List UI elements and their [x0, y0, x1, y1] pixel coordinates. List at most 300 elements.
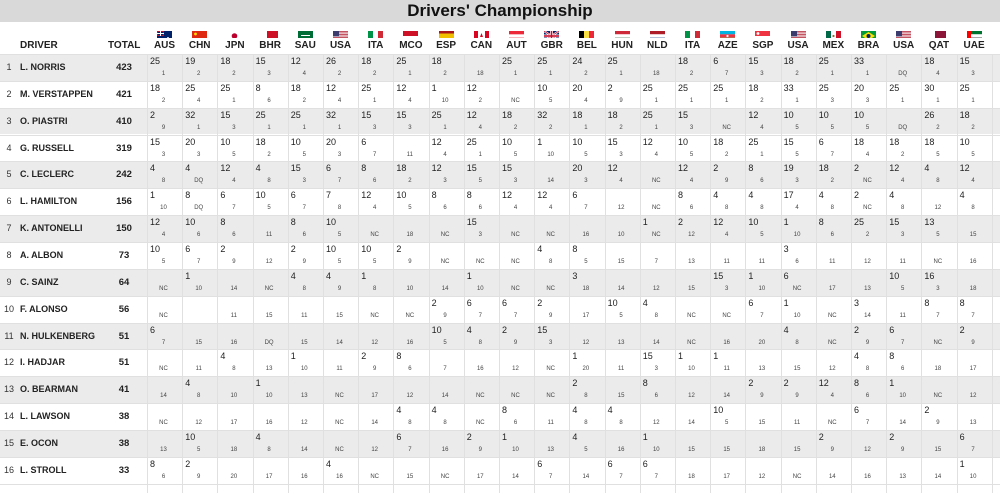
race-finish: 5: [619, 312, 623, 319]
driver-position: 10: [3, 303, 14, 314]
race-finish: NC: [511, 232, 520, 239]
race-points: 10: [854, 109, 865, 120]
column-divider: [992, 54, 993, 493]
race-points: 10: [537, 82, 548, 93]
race-points: 8: [572, 243, 578, 254]
race-finish: 10: [652, 446, 660, 453]
race-finish: NC: [546, 285, 556, 292]
race-finish: 11: [230, 312, 237, 319]
race-finish: 9: [760, 393, 764, 400]
us-flag: [791, 28, 806, 38]
driver-position: 11: [4, 330, 14, 341]
race-points: 6: [396, 431, 402, 442]
race-points: 25: [748, 136, 759, 147]
driver-position: 14: [3, 411, 14, 422]
race-finish: 8: [302, 285, 306, 292]
race-points: 18: [783, 56, 794, 66]
race-finish: 7: [197, 258, 201, 265]
race-points: 6: [150, 324, 156, 335]
race-points: 8: [150, 458, 156, 469]
race-finish: 8: [267, 446, 271, 453]
race-finish: 12: [512, 366, 519, 373]
race-finish: 14: [617, 285, 625, 292]
column-divider: [640, 54, 641, 493]
race-finish: 7: [408, 446, 412, 453]
driver-name: E. OCON: [20, 437, 59, 448]
race-finish: NC: [405, 312, 415, 319]
race-finish: 2: [267, 151, 271, 158]
race-finish: 4: [936, 71, 940, 77]
race-finish: 9: [408, 258, 412, 265]
race-points: 15: [783, 136, 794, 147]
row-divider: [0, 242, 1000, 243]
race-finish: 20: [230, 473, 238, 480]
au-flag: [157, 28, 172, 38]
race-finish: 14: [864, 312, 871, 319]
race-finish: 2: [478, 97, 482, 104]
race-points: 2: [361, 351, 367, 362]
race-points: 1: [642, 431, 648, 442]
race-finish: 15: [265, 312, 273, 319]
race-finish: 3: [689, 124, 694, 131]
race-finish: 18: [934, 366, 942, 373]
race-points: 25: [713, 82, 724, 93]
race-points: 26: [326, 56, 337, 66]
column-divider: [534, 54, 535, 493]
driver-total: 150: [116, 223, 132, 235]
race-points: 8: [220, 217, 226, 228]
race-points: 10: [678, 136, 689, 147]
race-points: 15: [889, 217, 900, 228]
race-points: 15: [220, 109, 231, 120]
race-points: 15: [607, 136, 618, 147]
race-points: 25: [854, 217, 865, 228]
standings-table: [0, 25, 1000, 493]
race-finish: 7: [760, 312, 764, 319]
mx-flag: [826, 28, 841, 38]
race-finish: 8: [865, 366, 870, 373]
race-finish: 10: [758, 285, 766, 292]
race-points: 6: [290, 190, 296, 201]
race-points: 16: [924, 270, 935, 281]
race-finish: 2: [901, 151, 905, 158]
race-finish: 7: [478, 312, 482, 319]
race-points: 18: [607, 109, 618, 120]
race-finish: 1: [549, 71, 553, 77]
race-points: 18: [572, 109, 583, 120]
race-points: 1: [537, 136, 543, 147]
race-finish: 14: [441, 285, 449, 292]
race-points: 20: [326, 136, 337, 147]
column-divider: [393, 54, 394, 493]
race-points: 4: [818, 190, 824, 201]
race-points: 25: [150, 56, 161, 66]
race-points: 6: [572, 190, 578, 201]
race-finish: 1: [232, 97, 236, 104]
driver-total: 73: [118, 249, 130, 261]
race-finish: 10: [793, 312, 801, 319]
es-flag: [439, 28, 454, 38]
race-finish: 3: [725, 285, 729, 292]
race-finish: 5: [549, 97, 553, 104]
race-code: USA: [329, 40, 352, 51]
driver-total: 56: [118, 303, 130, 315]
race-finish: 1: [654, 124, 658, 131]
race-finish: 8: [549, 258, 553, 265]
race-finish: 2: [619, 124, 623, 131]
race-finish: 13: [617, 339, 625, 346]
race-finish: 12: [265, 258, 273, 265]
race-finish: 8: [936, 178, 940, 185]
race-points: 25: [431, 109, 442, 120]
race-points: 10: [959, 136, 970, 147]
race-points: 2: [220, 243, 226, 254]
race-points: 12: [748, 109, 759, 120]
race-finish: 15: [934, 446, 942, 453]
race-points: 18: [924, 56, 935, 66]
race-points: 10: [431, 324, 442, 335]
race-points: 30: [924, 82, 935, 93]
race-points: 15: [150, 136, 161, 147]
row-divider: [0, 457, 1000, 458]
race-finish: 7: [232, 205, 236, 212]
hu-flag: [615, 28, 630, 38]
race-points: 18: [255, 136, 266, 147]
ca-flag: [474, 28, 489, 38]
race-points: 4: [889, 190, 895, 201]
race-finish: 2: [513, 124, 518, 131]
race-finish: 5: [337, 258, 342, 265]
race-finish: 5: [197, 446, 201, 453]
race-finish: 2: [443, 71, 447, 77]
column-divider: [429, 54, 430, 493]
race-finish: 5: [936, 232, 940, 239]
race-finish: 6: [689, 205, 694, 212]
race-finish: 16: [582, 232, 590, 239]
race-finish: 9: [513, 339, 518, 346]
race-finish: 15: [617, 258, 625, 265]
race-finish: 15: [793, 446, 801, 453]
race-finish: 5: [443, 339, 447, 346]
column-divider: [675, 54, 676, 493]
race-points: 1: [678, 351, 684, 362]
race-points: 1: [255, 378, 261, 389]
race-points: 2: [748, 378, 754, 389]
race-finish: 15: [969, 232, 977, 239]
race-finish: NC: [687, 339, 696, 346]
race-points: 4: [326, 270, 332, 281]
driver-name: L. HAMILTON: [20, 196, 78, 207]
br-flag: [861, 28, 876, 38]
driver-total: 319: [116, 142, 132, 154]
race-finish: 6: [161, 473, 166, 480]
race-points: 25: [642, 109, 653, 120]
race-finish: NC: [335, 420, 344, 427]
race-points: 18: [713, 136, 724, 147]
race-finish: 11: [617, 366, 625, 373]
race-finish: 11: [301, 312, 308, 319]
race-finish: 16: [476, 366, 484, 373]
row-divider: [0, 215, 1000, 216]
race-finish: 15: [406, 473, 414, 480]
race-finish: 6: [443, 205, 447, 212]
race-code: GBR: [540, 40, 563, 51]
race-finish: 10: [195, 285, 203, 292]
race-finish: 10: [160, 205, 167, 212]
race-finish: 5: [936, 151, 940, 158]
race-finish: 8: [408, 420, 412, 427]
race-points: 1: [642, 217, 648, 228]
race-points: 12: [396, 82, 407, 93]
race-points: 2: [818, 431, 824, 442]
race-finish: 9: [302, 258, 306, 265]
race-finish: 4: [901, 178, 905, 185]
race-finish: 15: [793, 366, 801, 373]
column-divider: [288, 54, 289, 493]
race-finish: 14: [652, 339, 660, 346]
race-finish: 13: [864, 285, 871, 292]
race-finish: NC: [933, 258, 943, 265]
race-finish: 8: [373, 285, 377, 292]
race-points: 2: [537, 297, 543, 308]
race-finish: 12: [582, 339, 590, 346]
race-points: 15: [537, 324, 548, 335]
race-points: 19: [185, 56, 196, 66]
race-finish: NC: [792, 285, 802, 292]
race-finish: 18: [230, 446, 238, 453]
race-finish: 16: [969, 258, 977, 265]
race-finish: NC: [264, 285, 274, 292]
race-finish: 16: [336, 473, 343, 480]
race-points: 4: [783, 324, 789, 335]
race-finish: 11: [723, 258, 730, 265]
race-finish: 16: [723, 339, 731, 346]
driver-name: F. ALONSO: [20, 303, 68, 314]
race-points: 10: [396, 190, 407, 201]
column-divider: [816, 54, 817, 493]
race-finish: 3: [337, 151, 342, 158]
race-points: 2: [713, 163, 719, 174]
race-code: AZE: [717, 40, 738, 51]
race-finish: 8: [337, 205, 342, 212]
race-finish: 7: [971, 446, 975, 453]
driver-name: N. HULKENBERG: [20, 330, 96, 341]
race-finish: 8: [584, 393, 588, 400]
race-finish: 6: [760, 178, 764, 185]
race-finish: 15: [336, 312, 343, 319]
race-points: 18: [924, 136, 935, 147]
driver-position: 7: [6, 223, 12, 234]
race-points: 6: [361, 136, 367, 147]
driver-total: 156: [116, 196, 132, 208]
race-finish: 4: [619, 178, 623, 185]
race-finish: 12: [652, 420, 660, 427]
race-finish: 8: [725, 205, 729, 212]
at-flag: [509, 28, 524, 38]
driver-name: K. ANTONELLI: [20, 223, 83, 234]
race-finish: 10: [969, 473, 977, 480]
race-finish: 5: [584, 258, 588, 265]
race-finish: 18: [476, 71, 484, 77]
race-points: 2: [185, 458, 191, 469]
race-finish: 10: [512, 446, 519, 453]
race-points: 2: [783, 378, 789, 389]
race-points: 10: [748, 217, 759, 228]
race-finish: 17: [828, 285, 836, 292]
driver-position: 8: [6, 249, 12, 260]
race-points: 1: [783, 297, 789, 308]
race-finish: 13: [160, 446, 167, 453]
race-finish: 4: [161, 232, 166, 239]
race-finish: 17: [265, 473, 273, 480]
race-finish: 10: [300, 366, 308, 373]
race-finish: 13: [969, 420, 977, 427]
race-finish: 3: [197, 151, 201, 158]
race-finish: NC: [933, 393, 943, 400]
race-finish: 6: [408, 366, 412, 373]
race-points: 8: [431, 190, 437, 201]
driver-position: 12: [3, 357, 14, 368]
race-finish: 5: [373, 258, 377, 265]
race-finish: 2: [373, 71, 377, 77]
race-finish: 5: [408, 205, 412, 212]
race-points: 15: [466, 217, 477, 228]
race-finish: 9: [619, 97, 623, 104]
race-finish: 4: [408, 97, 412, 104]
race-finish: NC: [511, 285, 520, 292]
race-finish: 5: [302, 151, 306, 158]
race-finish: 3: [408, 124, 412, 131]
race-points: 18: [748, 82, 759, 93]
race-finish: NC: [159, 312, 168, 319]
race-points: 1: [748, 270, 754, 281]
race-finish: 9: [478, 446, 482, 453]
race-points: 2: [572, 378, 578, 389]
race-points: 12: [466, 109, 477, 120]
race-points: 10: [818, 109, 829, 120]
race-points: 32: [185, 109, 196, 120]
race-finish: 12: [828, 366, 836, 373]
race-points: 10: [783, 109, 794, 120]
race-finish: 15: [723, 446, 731, 453]
race-finish: NC: [511, 258, 520, 265]
race-points: 25: [290, 109, 301, 120]
race-finish: 11: [829, 258, 836, 265]
race-points: 6: [783, 270, 789, 281]
race-points: 2: [678, 217, 684, 228]
race-points: 10: [572, 136, 583, 147]
race-finish: 5: [513, 151, 518, 158]
race-finish: DQ: [194, 178, 204, 185]
race-code: USA: [893, 40, 915, 51]
race-points: 12: [818, 378, 829, 389]
race-finish: 2: [549, 124, 553, 131]
driver-position: 6: [6, 196, 12, 207]
race-finish: 9: [443, 312, 447, 319]
race-points: 1: [361, 270, 367, 281]
race-finish: 3: [513, 178, 518, 185]
race-points: 10: [502, 136, 513, 147]
race-points: 18: [361, 56, 372, 66]
race-points: 2: [854, 324, 860, 335]
driver-total: 33: [118, 464, 130, 476]
race-points: 1: [572, 351, 578, 362]
race-finish: 3: [302, 178, 306, 185]
race-finish: 2: [302, 97, 306, 104]
driver-position: 15: [3, 437, 14, 448]
race-points: 12: [959, 163, 970, 174]
race-points: 6: [185, 243, 191, 254]
race-points: 6: [642, 458, 648, 469]
race-finish: 7: [373, 151, 377, 158]
race-finish: 12: [864, 446, 871, 453]
race-points: 8: [396, 351, 402, 362]
race-points: 15: [678, 109, 689, 120]
driver-name: L. NORRIS: [20, 62, 66, 72]
driver-name: M. VERSTAPPEN: [20, 88, 93, 99]
race-points: 18: [290, 82, 301, 93]
race-finish: 14: [300, 446, 308, 453]
race-finish: 1: [971, 97, 975, 104]
race-points: 15: [502, 163, 513, 174]
race-finish: NC: [475, 420, 485, 427]
race-finish: 15: [688, 285, 695, 292]
race-finish: 4: [443, 151, 447, 158]
race-points: 15: [748, 56, 759, 66]
driver-position: 16: [3, 464, 14, 475]
race-finish: 18: [688, 473, 695, 480]
race-finish: 7: [302, 205, 306, 212]
race-code: BHR: [259, 40, 281, 51]
race-finish: NC: [511, 97, 520, 104]
race-finish: 5: [584, 151, 588, 158]
sa-flag: [298, 28, 313, 38]
race-points: 8: [255, 82, 261, 93]
driver-name: C. LECLERC: [20, 169, 74, 180]
race-finish: 5: [584, 446, 588, 453]
race-finish: 6: [901, 366, 905, 373]
race-finish: 5: [830, 124, 834, 131]
race-finish: 11: [758, 258, 765, 265]
race-points: 10: [326, 217, 337, 228]
race-points: 25: [220, 82, 231, 93]
race-finish: 3: [267, 71, 271, 77]
race-finish: 9: [795, 393, 799, 400]
race-finish: 6: [302, 232, 306, 239]
race-points: 25: [642, 82, 653, 93]
race-finish: 9: [232, 258, 236, 265]
race-points: 20: [572, 163, 583, 174]
race-code: AUS: [153, 40, 176, 51]
race-code: HUN: [611, 40, 633, 51]
race-finish: 14: [934, 473, 942, 480]
race-points: 25: [255, 109, 266, 120]
race-points: 6: [466, 297, 472, 308]
race-finish: 3: [830, 97, 834, 104]
race-finish: 14: [336, 339, 343, 346]
race-finish: 10: [441, 97, 449, 104]
gb-flag: [544, 28, 559, 38]
race-points: 2: [959, 324, 965, 335]
race-points: 4: [396, 405, 402, 416]
race-points: 12: [326, 82, 337, 93]
race-finish: 7: [901, 339, 905, 346]
race-finish: 4: [795, 205, 799, 212]
race-points: 4: [150, 163, 156, 174]
column-divider: [605, 54, 606, 493]
race-finish: 8: [161, 178, 166, 185]
race-finish: 9: [337, 285, 342, 292]
